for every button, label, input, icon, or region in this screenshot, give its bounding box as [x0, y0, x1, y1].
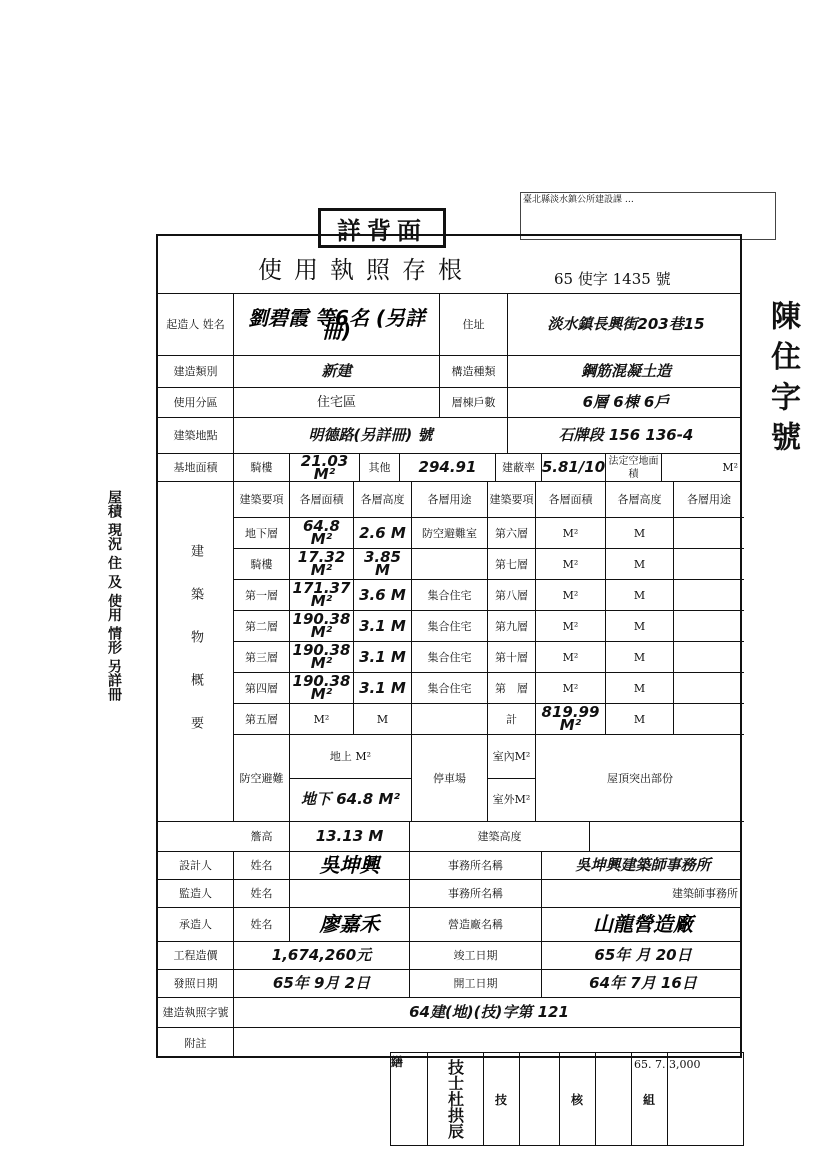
floor-area-right: M²	[536, 642, 606, 673]
site-label: 建築地點	[158, 418, 234, 453]
eave-row	[158, 822, 740, 852]
floor-header-0: 建築要項	[234, 482, 290, 518]
floor-header-7: 各層用途	[674, 482, 744, 518]
floor-name-right: 計	[488, 704, 536, 735]
zone-row	[158, 388, 740, 418]
floor-use-left: 集合住宅	[412, 611, 488, 642]
permit-value: 64建(地)(技)字第 121	[409, 1003, 569, 1021]
floor-height-right: M	[606, 704, 674, 735]
floor-area-left: M²	[290, 704, 354, 735]
floor-area-left: 190.38 M²	[290, 673, 354, 704]
other-label: 其他	[360, 454, 400, 481]
detail-back-stamp: 詳背面	[318, 208, 446, 248]
floor-use-left: 集合住宅	[412, 642, 488, 673]
label-4: 組	[642, 1092, 655, 1107]
legal-open-value: M²	[722, 461, 738, 474]
floor-height-left: 3.1 M	[354, 673, 412, 704]
floor-use-right	[674, 611, 744, 642]
supervisor-label: 監造人	[158, 880, 234, 907]
eave-label: 簷高	[234, 822, 290, 851]
floor-use-right	[674, 704, 744, 735]
parking-indoor: 室內M²	[488, 735, 536, 779]
site-row	[158, 418, 740, 454]
floor-height-right: M	[606, 611, 674, 642]
supervisor-office: 建築師事務所	[672, 887, 738, 900]
license-form	[156, 234, 742, 1058]
roof-label: 屋頂突出部份	[536, 735, 744, 822]
contractor-name-label: 姓名	[234, 908, 290, 941]
floor-name-left: 第四層	[234, 673, 290, 704]
floor-height-right: M	[606, 549, 674, 580]
parking-outdoor: 室外M²	[488, 779, 536, 823]
floor-area-right: M²	[536, 611, 606, 642]
cost-value: 1,674,260元	[234, 942, 410, 969]
form-title-row	[158, 236, 740, 294]
floor-use-right	[674, 518, 744, 549]
floor-name-left: 地下層	[234, 518, 290, 549]
floor-use-left: 防空避難室	[412, 518, 488, 549]
floors-value: 6層 6棟 6戶	[582, 393, 670, 411]
floor-grid	[234, 482, 744, 822]
license-number: 65 使字 1435 號	[554, 270, 671, 288]
floor-area-left: 64.8 M²	[290, 518, 354, 549]
coverage-value: 5.81/10	[542, 454, 606, 481]
contractor-name: 廖嘉禾	[290, 908, 410, 941]
label-3: 核	[570, 1092, 583, 1107]
label-1: 繕	[391, 1055, 404, 1069]
floor-name-right: 第九層	[488, 611, 536, 642]
floor-area-right: 819.99 M²	[536, 704, 606, 735]
builder-label: 起造人 姓名	[158, 294, 234, 355]
structure-label: 構造種類	[440, 356, 508, 387]
floor-height-left: 3.6 M	[354, 580, 412, 611]
floor-height-right: M	[606, 518, 674, 549]
floor-name-left: 第一層	[234, 580, 290, 611]
structure-value: 鋼筋混凝土造	[580, 362, 671, 380]
arcade-label: 騎樓	[234, 454, 290, 481]
issue-row	[158, 970, 740, 998]
floor-name-right: 第六層	[488, 518, 536, 549]
cost-label: 工程造價	[158, 942, 234, 969]
floor-use-right	[674, 549, 744, 580]
address-value: 淡水鎮長興街203巷15	[547, 315, 705, 333]
shelter-above: 地上 M²	[290, 735, 412, 779]
floor-height-left: M	[354, 704, 412, 735]
arcade-value: 21.03 M²	[290, 454, 360, 481]
floor-header-3: 各層用途	[412, 482, 488, 518]
zone-label: 使用分區	[158, 388, 234, 417]
floor-name-left: 第三層	[234, 642, 290, 673]
building-height-label: 建築高度	[410, 822, 590, 851]
floor-use-left: 集合住宅	[412, 580, 488, 611]
floor-use-right	[674, 580, 744, 611]
floor-header-4: 建築要項	[488, 482, 536, 518]
floor-use-right	[674, 673, 744, 704]
supervisor-name-label: 姓名	[234, 880, 290, 907]
coverage-label: 建蔽率	[496, 454, 542, 481]
legal-open-label: 法定空地面積	[606, 454, 662, 481]
complete-label: 竣工日期	[410, 942, 542, 969]
permit-label: 建造執照字號	[158, 998, 234, 1027]
right-margin-note: 陳 住 字 號	[765, 300, 800, 452]
issue-value: 65年 9月 2日	[234, 970, 410, 997]
eave-value: 13.13 M	[290, 822, 410, 851]
floor-use-left: 集合住宅	[412, 673, 488, 704]
form-title: 使用執照存根	[258, 256, 474, 284]
floor-name-right: 第七層	[488, 549, 536, 580]
parking-label: 停車場	[412, 735, 488, 822]
zone-value: 住宅區	[234, 388, 440, 417]
floor-height-right: M	[606, 580, 674, 611]
side-stamp: 臺北縣淡水鎮公所建設課 …	[520, 192, 776, 240]
approval-col-2	[483, 1053, 520, 1145]
floor-height-left: 3.1 M	[354, 611, 412, 642]
floor-name-right: 第 層	[488, 673, 536, 704]
contractor-row	[158, 908, 740, 942]
building-type-label: 建造類別	[158, 356, 234, 387]
builder-row	[158, 294, 740, 356]
type-row	[158, 356, 740, 388]
site-value: 明德路(另詳冊) 號	[234, 418, 508, 453]
floor-area-left: 17.32 M²	[290, 549, 354, 580]
permit-row	[158, 998, 740, 1028]
builder-value: 劉碧霞 等6名 (另詳冊)	[234, 294, 440, 355]
cost-row	[158, 942, 740, 970]
building-type-value: 新建	[234, 356, 440, 387]
contractor-label: 承造人	[158, 908, 234, 941]
approval-col-5	[595, 1053, 632, 1145]
floor-use-left	[412, 704, 488, 735]
building-summary-label: 建築物概要	[158, 482, 234, 821]
left-margin-note: 屋積 現況 住 及 使用 情形 另詳冊	[106, 490, 122, 702]
company-name: 山龍營造廠	[593, 912, 693, 936]
floor-area-right: M²	[536, 580, 606, 611]
approval-col-4	[559, 1053, 596, 1145]
supervisor-row	[158, 880, 740, 908]
company-label: 營造廠名稱	[410, 908, 542, 941]
floors-label: 層棟戶數	[440, 388, 508, 417]
area-label: 基地面積	[158, 454, 234, 481]
supervisor-office-label: 事務所名稱	[410, 880, 542, 907]
technician-stamp: 技士杜拱辰	[427, 1053, 484, 1145]
floors-table	[158, 482, 740, 822]
floor-use-right	[674, 642, 744, 673]
designer-office-label: 事務所名稱	[410, 852, 542, 879]
floor-area-left: 171.37 M²	[290, 580, 354, 611]
print-note: 65. 7. 3,000	[634, 1058, 701, 1071]
area-row	[158, 451, 740, 483]
designer-office: 吳坤興建築師事務所	[575, 856, 711, 874]
floor-area-right: M²	[536, 549, 606, 580]
floor-height-left: 3.1 M	[354, 642, 412, 673]
floor-name-right: 第八層	[488, 580, 536, 611]
floor-height-right: M	[606, 642, 674, 673]
designer-label: 設計人	[158, 852, 234, 879]
complete-value: 65年 月 20日	[594, 946, 692, 964]
floor-name-left: 第五層	[234, 704, 290, 735]
floor-use-left	[412, 549, 488, 580]
floor-name-right: 第十層	[488, 642, 536, 673]
lot-value: 石牌段 156 136-4	[558, 426, 694, 444]
other-value: 294.91	[400, 454, 496, 481]
shelter-label: 防空避難	[234, 735, 290, 822]
floor-area-left: 190.38 M²	[290, 611, 354, 642]
supervisor-name	[290, 880, 410, 907]
designer-name: 吳坤興	[290, 852, 410, 879]
floor-area-left: 190.38 M²	[290, 642, 354, 673]
floor-area-right: M²	[536, 518, 606, 549]
shelter-below: 地下 64.8 M²	[290, 779, 412, 823]
floor-header-6: 各層高度	[606, 482, 674, 518]
floor-height-left: 2.6 M	[354, 518, 412, 549]
issue-label: 發照日期	[158, 970, 234, 997]
approval-col-3	[519, 1053, 560, 1145]
start-value: 64年 7月 16日	[589, 974, 697, 992]
address-label: 住址	[440, 294, 508, 355]
designer-row	[158, 852, 740, 880]
floor-name-left: 第二層	[234, 611, 290, 642]
floor-header-5: 各層面積	[536, 482, 606, 518]
floor-height-right: M	[606, 673, 674, 704]
floor-header-1: 各層面積	[290, 482, 354, 518]
approval-col-1	[391, 1053, 428, 1145]
label-2: 技	[494, 1092, 507, 1107]
floor-header-2: 各層高度	[354, 482, 412, 518]
start-label: 開工日期	[410, 970, 542, 997]
notes-label: 附註	[158, 1028, 234, 1058]
designer-name-label: 姓名	[234, 852, 290, 879]
floor-area-right: M²	[536, 673, 606, 704]
floor-height-left: 3.85 M	[354, 549, 412, 580]
floor-name-left: 騎樓	[234, 549, 290, 580]
